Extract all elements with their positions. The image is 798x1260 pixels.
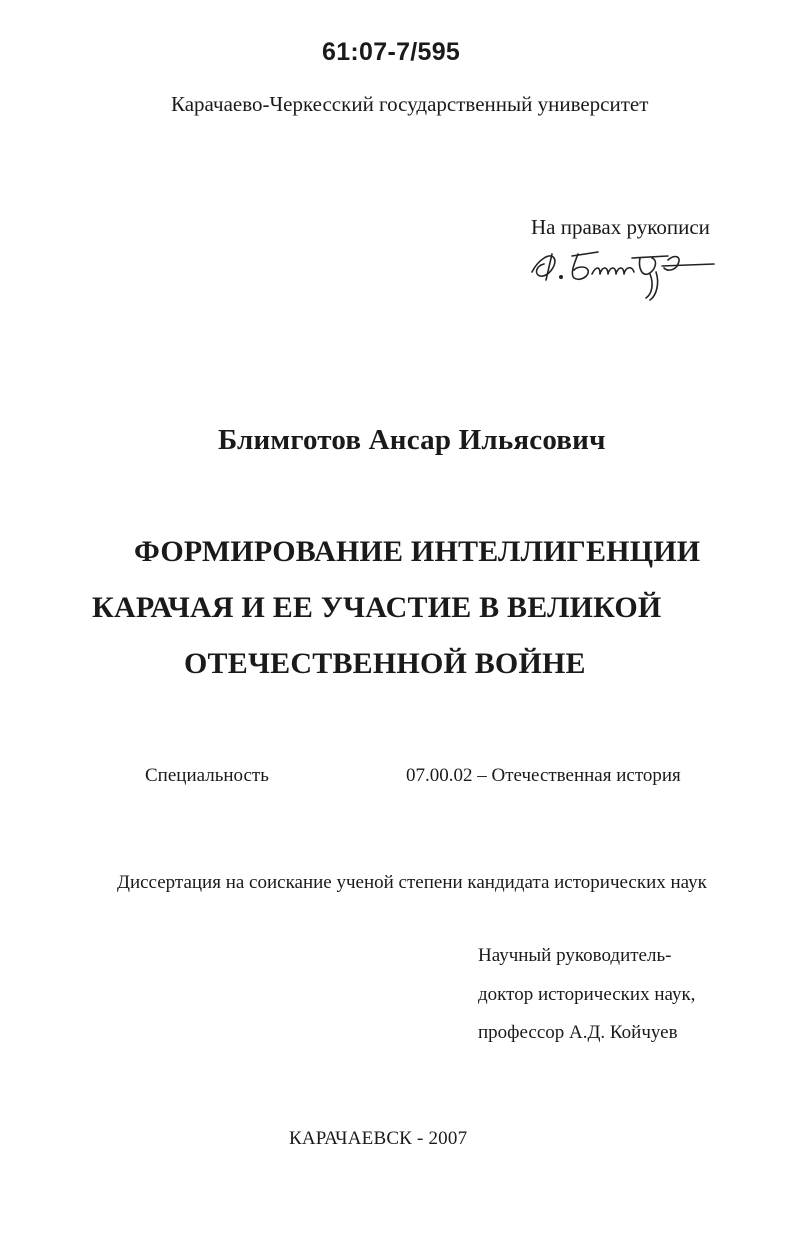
advisor-line: доктор исторических наук, — [478, 984, 696, 1005]
dissertation-title-line: ОТЕЧЕСТВЕННОЙ ВОЙНЕ — [184, 647, 586, 680]
degree-statement: Диссертация на соискание ученой степени кандидата исторических наук — [117, 872, 707, 893]
specialty-value: 07.00.02 – Отечественная история — [406, 765, 681, 786]
author-name: Блимготов Ансар Ильясович — [218, 424, 606, 456]
city-year: КАРАЧАЕВСК - 2007 — [289, 1128, 468, 1149]
specialty-label: Специальность — [145, 765, 269, 786]
advisor-line: Научный руководитель- — [478, 945, 672, 966]
catalog-code: 61:07-7/595 — [322, 38, 461, 66]
dissertation-title-line: ФОРМИРОВАНИЕ ИНТЕЛЛИГЕНЦИИ — [134, 535, 701, 568]
dissertation-title-line: КАРАЧАЯ И ЕЕ УЧАСТИЕ В ВЕЛИКОЙ — [92, 591, 662, 624]
handwritten-signature-icon — [528, 244, 718, 304]
manuscript-rights-note: На правах рукописи — [531, 215, 710, 239]
university-name: Карачаево-Черкесский государственный университет — [171, 92, 649, 116]
advisor-line: профессор А.Д. Койчуев — [478, 1022, 678, 1043]
